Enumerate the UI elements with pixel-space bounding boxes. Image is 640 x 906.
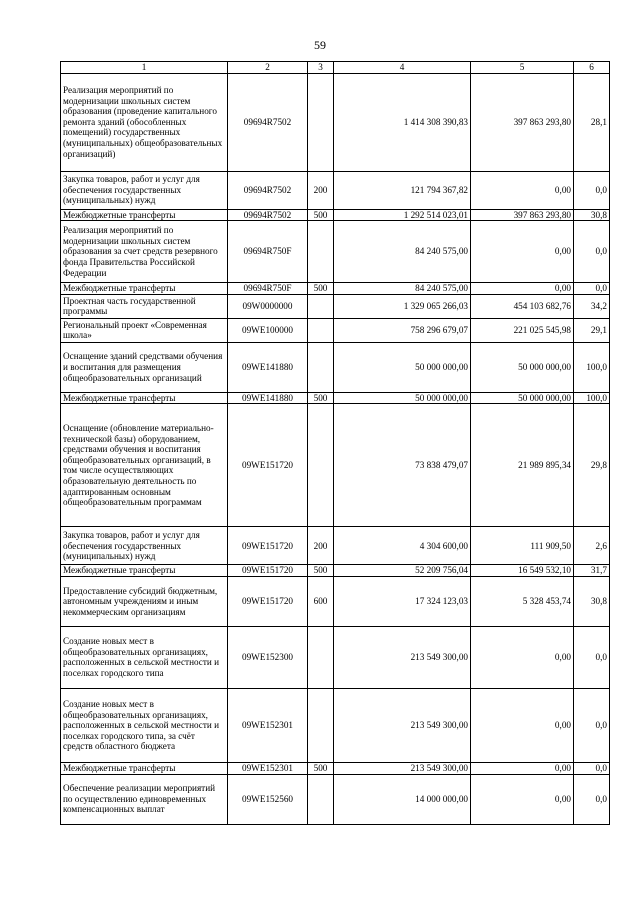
cell-percent: 2,6	[574, 527, 610, 565]
table-row	[61, 342, 610, 392]
cell-name: Оснащение зданий средствами обучения и воспитания для размещения общеобразовательных организаций	[61, 342, 228, 392]
header-col-2: 2	[228, 62, 308, 74]
cell-fact-amount: 397 863 293,80	[471, 73, 574, 171]
cell-name: Реализация мероприятий по модернизации школьных систем образования (проведение капитального ремонта зданий (обособленных помещений) государственных (муниципальных) общеобразовательных организаций)	[61, 73, 228, 171]
table-row	[61, 576, 610, 626]
cell-percent: 0,0	[574, 626, 610, 688]
cell-fact-amount: 0,00	[471, 171, 574, 209]
table-row	[61, 565, 610, 577]
cell-fact-amount: 5 328 453,74	[471, 576, 574, 626]
table-row	[61, 774, 610, 824]
cell-type	[308, 342, 334, 392]
cell-name: Межбюджетные трансферты	[61, 762, 228, 774]
cell-code: 09WE152301	[228, 688, 308, 762]
table-row	[61, 762, 610, 774]
cell-fact-amount: 21 989 895,34	[471, 404, 574, 527]
cell-name: Межбюджетные трансферты	[61, 283, 228, 295]
cell-type: 200	[308, 171, 334, 209]
cell-percent: 31,7	[574, 565, 610, 577]
cell-percent: 30,8	[574, 209, 610, 221]
header-col-1: 1	[61, 62, 228, 74]
cell-type: 200	[308, 527, 334, 565]
cell-code: 09WE152560	[228, 774, 308, 824]
cell-fact-amount: 50 000 000,00	[471, 342, 574, 392]
cell-name: Межбюджетные трансферты	[61, 209, 228, 221]
table-row	[61, 404, 610, 527]
cell-fact-amount: 16 549 532,10	[471, 565, 574, 577]
cell-plan-amount: 1 329 065 266,03	[334, 294, 471, 318]
cell-type	[308, 294, 334, 318]
cell-name: Создание новых мест в общеобразовательных организациях, расположенных в сельской местности и поселках городского типа	[61, 626, 228, 688]
cell-percent: 0,0	[574, 171, 610, 209]
cell-plan-amount: 73 838 479,07	[334, 404, 471, 527]
cell-fact-amount: 0,00	[471, 221, 574, 283]
header-col-5: 5	[471, 62, 574, 74]
table-row	[61, 626, 610, 688]
cell-plan-amount: 758 296 679,07	[334, 318, 471, 342]
cell-code: 09WE141880	[228, 342, 308, 392]
cell-code: 09694R7502	[228, 209, 308, 221]
cell-plan-amount: 213 549 300,00	[334, 688, 471, 762]
cell-percent: 100,0	[574, 392, 610, 404]
cell-percent: 30,8	[574, 576, 610, 626]
cell-code: 09WE152300	[228, 626, 308, 688]
cell-fact-amount: 0,00	[471, 774, 574, 824]
cell-plan-amount: 52 209 756,04	[334, 565, 471, 577]
cell-percent: 29,1	[574, 318, 610, 342]
table-row	[61, 318, 610, 342]
header-col-3: 3	[308, 62, 334, 74]
cell-plan-amount: 121 794 367,82	[334, 171, 471, 209]
cell-code: 09WE100000	[228, 318, 308, 342]
cell-fact-amount: 397 863 293,80	[471, 209, 574, 221]
cell-code: 09WE151720	[228, 527, 308, 565]
cell-percent: 0,0	[574, 688, 610, 762]
cell-name: Межбюджетные трансферты	[61, 565, 228, 577]
cell-plan-amount: 1 414 308 390,83	[334, 73, 471, 171]
table-row	[61, 221, 610, 283]
cell-type	[308, 73, 334, 171]
cell-plan-amount: 17 324 123,03	[334, 576, 471, 626]
header-col-4: 4	[334, 62, 471, 74]
cell-type	[308, 688, 334, 762]
cell-code: 09W0000000	[228, 294, 308, 318]
cell-plan-amount: 84 240 575,00	[334, 221, 471, 283]
cell-plan-amount: 213 549 300,00	[334, 762, 471, 774]
cell-code: 09WE152301	[228, 762, 308, 774]
cell-plan-amount: 14 000 000,00	[334, 774, 471, 824]
cell-fact-amount: 454 103 682,76	[471, 294, 574, 318]
table-row	[61, 688, 610, 762]
cell-fact-amount: 0,00	[471, 688, 574, 762]
cell-code: 09694R750F	[228, 221, 308, 283]
cell-code: 09WE141880	[228, 392, 308, 404]
cell-type	[308, 404, 334, 527]
cell-type	[308, 221, 334, 283]
cell-name: Закупка товаров, работ и услуг для обеспечения государственных (муниципальных) нужд	[61, 527, 228, 565]
cell-type: 600	[308, 576, 334, 626]
cell-name: Закупка товаров, работ и услуг для обеспечения государственных (муниципальных) нужд	[61, 171, 228, 209]
cell-name: Предоставление субсидий бюджетным, автономным учреждениям и иным некоммерческим организациям	[61, 576, 228, 626]
cell-type: 500	[308, 392, 334, 404]
cell-plan-amount: 50 000 000,00	[334, 342, 471, 392]
cell-plan-amount: 4 304 600,00	[334, 527, 471, 565]
cell-code: 09694R7502	[228, 73, 308, 171]
cell-code: 09WE151720	[228, 404, 308, 527]
table-row	[61, 283, 610, 295]
cell-code: 09694R7502	[228, 171, 308, 209]
table-row	[61, 527, 610, 565]
cell-plan-amount: 50 000 000,00	[334, 392, 471, 404]
cell-percent: 28,1	[574, 73, 610, 171]
cell-percent: 100,0	[574, 342, 610, 392]
cell-code: 09WE151720	[228, 565, 308, 577]
budget-table	[60, 61, 610, 825]
cell-percent: 0,0	[574, 283, 610, 295]
cell-name: Обеспечение реализации мероприятий по осуществлению единовременных компенсационных выплат	[61, 774, 228, 824]
cell-type: 500	[308, 762, 334, 774]
header-col-6: 6	[574, 62, 610, 74]
cell-name: Проектная часть государственной программы	[61, 294, 228, 318]
cell-type	[308, 318, 334, 342]
table-row	[61, 209, 610, 221]
cell-code: 09WE151720	[228, 576, 308, 626]
cell-percent: 0,0	[574, 762, 610, 774]
cell-percent: 0,0	[574, 774, 610, 824]
table-row	[61, 294, 610, 318]
cell-fact-amount: 0,00	[471, 283, 574, 295]
cell-fact-amount: 50 000 000,00	[471, 392, 574, 404]
cell-plan-amount: 84 240 575,00	[334, 283, 471, 295]
cell-plan-amount: 213 549 300,00	[334, 626, 471, 688]
cell-type	[308, 774, 334, 824]
cell-name: Региональный проект «Современная школа»	[61, 318, 228, 342]
header-row	[61, 62, 610, 74]
cell-name: Оснащение (обновление материально-технической базы) оборудованием, средствами обучения и воспитания общеобразовательных организаций, в том числе осуществляющих образовательную деятельность по адаптированным основным общеобразовательным программам	[61, 404, 228, 527]
cell-name: Межбюджетные трансферты	[61, 392, 228, 404]
table-row	[61, 171, 610, 209]
table-row	[61, 73, 610, 171]
cell-fact-amount: 0,00	[471, 762, 574, 774]
table-row	[61, 392, 610, 404]
table-body	[61, 73, 610, 824]
cell-name: Создание новых мест в общеобразовательных организациях, расположенных в сельской местности и поселках городского типа, за счёт средств областного бюджета	[61, 688, 228, 762]
cell-name: Реализация мероприятий по модернизации школьных систем образования за счет средств резервного фонда Правительства Российской Федерации	[61, 221, 228, 283]
cell-type: 500	[308, 565, 334, 577]
cell-type: 500	[308, 283, 334, 295]
cell-type	[308, 626, 334, 688]
cell-percent: 34,2	[574, 294, 610, 318]
cell-type: 500	[308, 209, 334, 221]
cell-fact-amount: 0,00	[471, 626, 574, 688]
cell-fact-amount: 111 909,50	[471, 527, 574, 565]
cell-percent: 29,8	[574, 404, 610, 527]
cell-plan-amount: 1 292 514 023,01	[334, 209, 471, 221]
cell-percent: 0,0	[574, 221, 610, 283]
page-number: 59	[314, 38, 326, 52]
cell-code: 09694R750F	[228, 283, 308, 295]
cell-fact-amount: 221 025 545,98	[471, 318, 574, 342]
